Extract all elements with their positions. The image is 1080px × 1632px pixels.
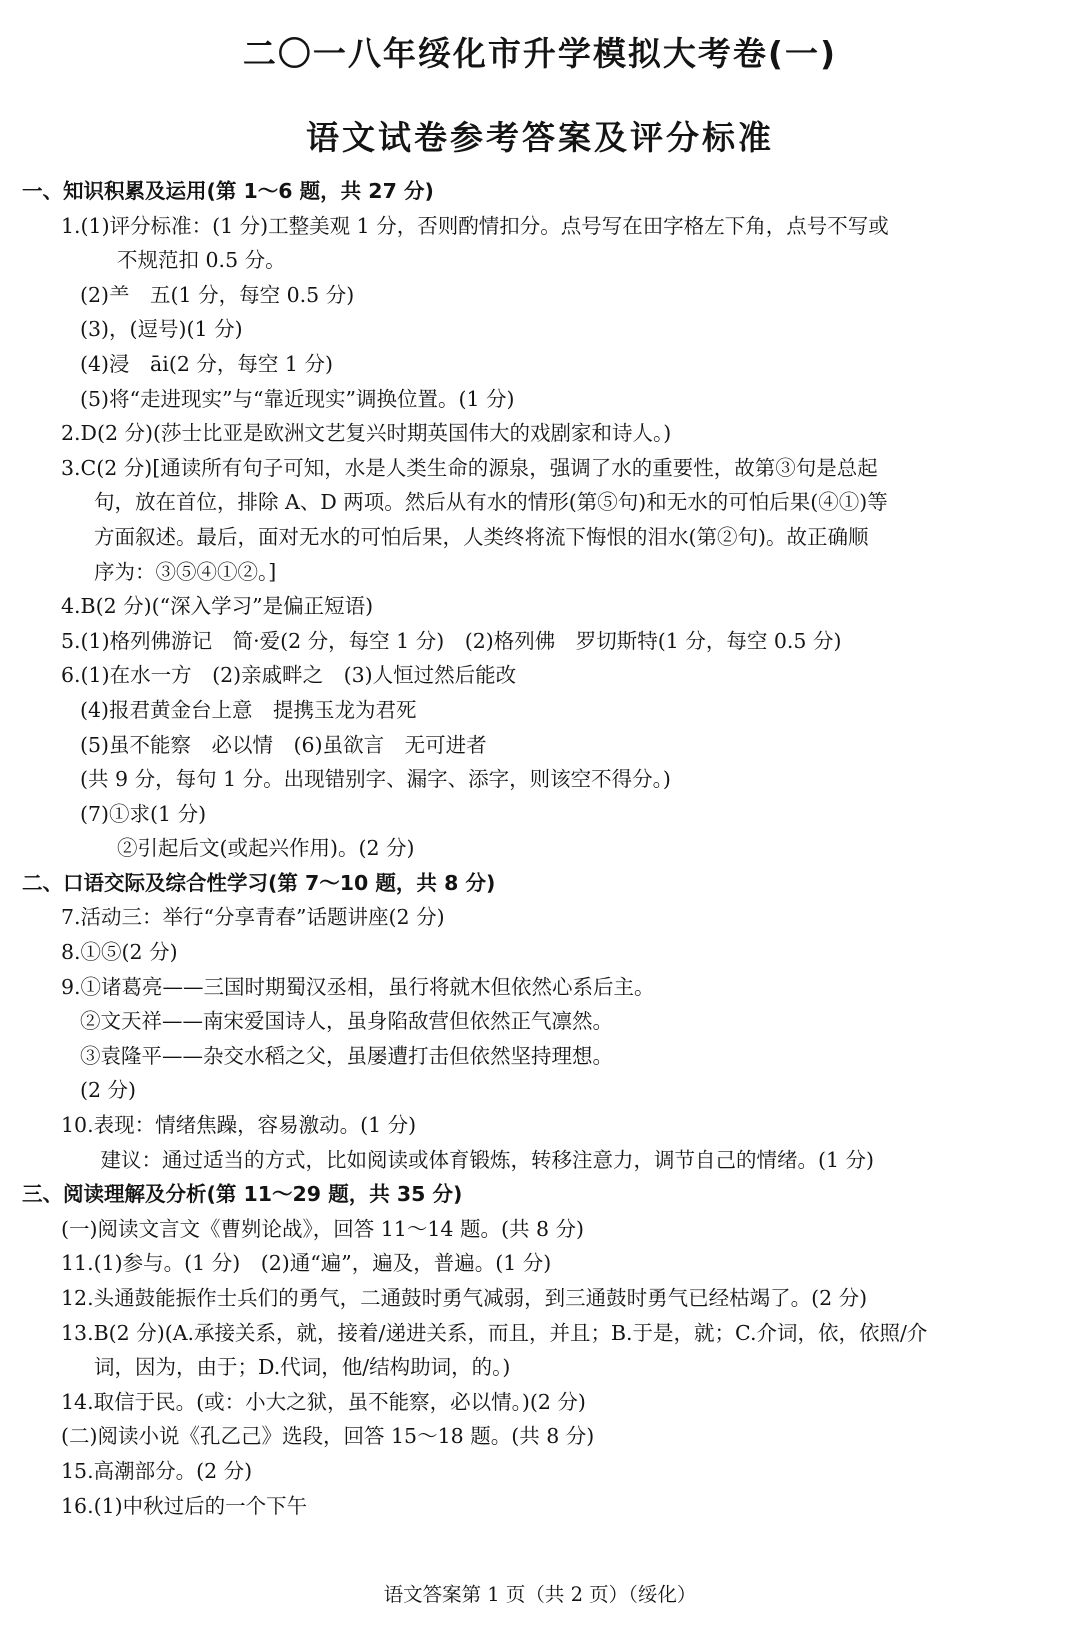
answer-line: (共 9 分，每句 1 分。出现错别字、漏字、添字，则该空不得分。) — [80, 767, 671, 792]
answer-line: (4)报君黄金台上意 提携玉龙为君死 — [80, 697, 417, 722]
answer-line: 7.活动三：举行“分享青春”话题讲座(2 分) — [61, 905, 445, 930]
answer-line: 序为：③⑤④①②。] — [94, 559, 277, 584]
answer-line: (7)①求(1 分) — [80, 801, 207, 826]
answer-line: (2 分) — [80, 1078, 137, 1103]
answer-line: 9.①诸葛亮——三国时期蜀汉丞相，虽行将就木但依然心系后主。 — [61, 974, 655, 999]
answer-line: 词，因为，由于；D.代词，他/结构助词，的。) — [94, 1355, 511, 1380]
answer-line: 11.(1)参与。(1 分) (2)通“遍”，遍及，普遍。(1 分) — [61, 1251, 552, 1276]
page-footer: 语文答案第 1 页（共 2 页）（绥化） — [383, 1583, 697, 1606]
section-heading: 二、口语交际及综合性学习(第 7～10 题，共 8 分) — [22, 870, 496, 895]
answer-line: 2.D(2 分)(莎士比亚是欧洲文艺复兴时期英国伟大的戏剧家和诗人。) — [61, 421, 672, 446]
answer-line: 16.(1)中秋过后的一个下午 — [61, 1493, 308, 1518]
answer-line: (二)阅读小说《孔乙己》选段，回答 15～18 题。(共 8 分) — [61, 1424, 595, 1449]
answer-line: 14.取信于民。(或：小大之狱，虽不能察，必以情。)(2 分) — [61, 1389, 586, 1414]
answer-content — [0, 174, 1080, 1523]
answer-line: 15.高潮部分。(2 分) — [61, 1458, 253, 1483]
answer-line: 建议：通过适当的方式，比如阅读或体育锻炼，转移注意力，调节自己的情绪。(1 分) — [80, 1147, 875, 1172]
answer-line: (4)浸 āi(2 分，每空 1 分) — [80, 351, 333, 376]
answer-line: 13.B(2 分)(A.承接关系，就，接着/递进关系，而且，并且；B.于是，就；C.介词，依，依照/介 — [61, 1320, 928, 1345]
answer-line: ②引起后文(或起兴作用)。(2 分) — [117, 836, 415, 861]
answer-line: 6.(1)在水一方 (2)亲戚畔之 (3)人恒过然后能改 — [61, 663, 517, 688]
answer-line: (3)，(逗号)(1 分) — [80, 317, 243, 342]
answer-line: 不规范扣 0.5 分。 — [117, 248, 286, 273]
document-subtitle: 语文试卷参考答案及评分标准 — [306, 118, 774, 157]
answer-line: 4.B(2 分)(“深入学习”是偏正短语) — [61, 594, 374, 619]
answer-line: (2)⺷ 五(1 分，每空 0.5 分) — [80, 282, 355, 307]
answer-line: 3.C(2 分)[通读所有句子可知，水是人类生命的源泉，强调了水的重要性，故第③句是总起 — [61, 455, 878, 480]
answer-line: (一)阅读文言文《曹刿论战》，回答 11～14 题。(共 8 分) — [61, 1216, 585, 1241]
section-heading: 三、阅读理解及分析(第 11～29 题，共 35 分) — [22, 1182, 463, 1207]
answer-line: 1.(1)评分标准：(1 分)工整美观 1 分，否则酌情扣分。点号写在田字格左下角，点号不写或 — [61, 213, 889, 238]
answer-line: 12.头通鼓能振作士兵们的勇气，二通鼓时勇气减弱，到三通鼓时勇气已经枯竭了。(2 分) — [61, 1286, 868, 1310]
answer-line: (5)虽不能察 必以情 (6)虽欲言 无可进者 — [80, 732, 487, 757]
answer-line: ②文天祥——南宋爱国诗人，虽身陷敌营但依然正气凛然。 — [80, 1009, 613, 1034]
answer-line: (5)将“走进现实”与“靠近现实”调换位置。(1 分) — [80, 386, 515, 411]
exam-title: 二〇一八年绥化市升学模拟大考卷(一) — [242, 34, 838, 73]
answer-line: 方面叙述。最后，面对无水的可怕后果，人类终将流下悔恨的泪水(第②句)。故正确顺 — [94, 524, 869, 549]
answer-line: 8.①⑤(2 分) — [61, 940, 178, 965]
answer-line: 句，放在首位，排除 A、D 两项。然后从有水的情形(第⑤句)和无水的可怕后果(④①)等 — [94, 490, 888, 515]
answer-line: 5.(1)格列佛游记 简·爱(2 分，每空 1 分) (2)格列佛 罗切斯特(1 分，每空 0.5 分) — [61, 628, 842, 653]
section-heading: 一、知识积累及运用(第 1～6 题，共 27 分) — [22, 179, 434, 203]
answer-line: ③袁隆平——杂交水稻之父，虽屡遭打击但依然坚持理想。 — [80, 1043, 613, 1068]
answer-line: 10.表现：情绪焦躁，容易激动。(1 分) — [61, 1113, 417, 1138]
